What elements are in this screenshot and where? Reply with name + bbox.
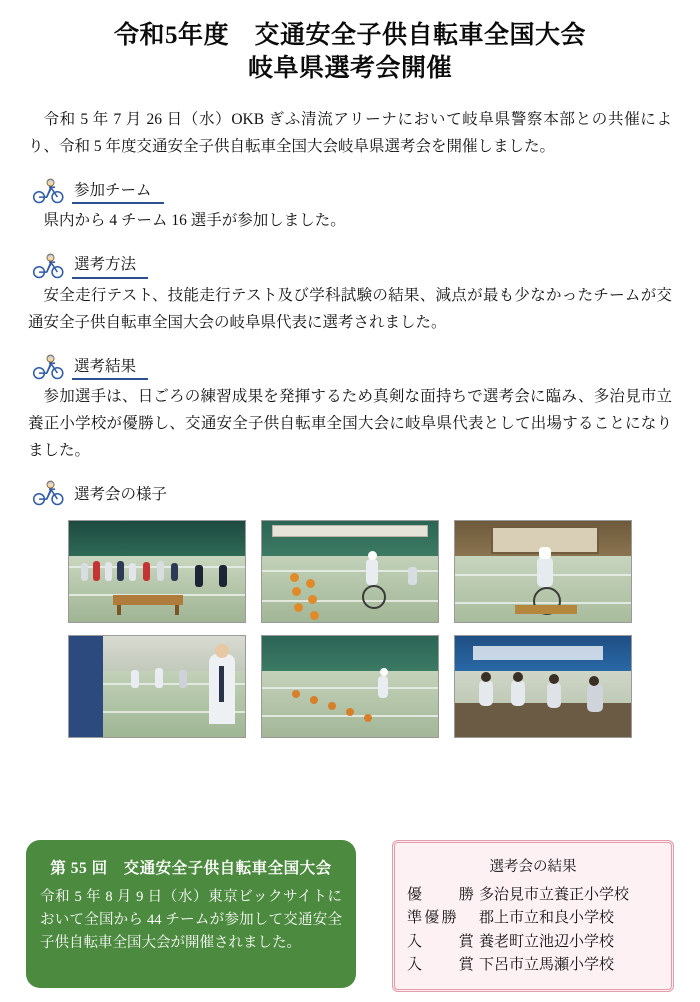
result-rank: 入 賞 [407,956,477,973]
section-label: 選考会の様子 [74,485,168,503]
bicycle-icon [32,480,66,506]
photo-4 [68,635,246,738]
bicycle-icon [32,178,66,204]
results-box [392,840,674,992]
photo-1 [68,520,246,623]
photo-2 [261,520,439,623]
result-rank: 入 賞 [407,933,477,950]
photo-5 [261,635,439,738]
page-title [26,20,674,85]
bicycle-icon [32,253,66,279]
national-tournament-box [26,840,356,988]
result-rank: 優 勝 [407,887,477,903]
section-heading-selection-result [32,354,674,380]
section-body-selection-method: 安全走行テスト、技能走行テスト及び学科試験の結果、減点が最も少なかったチームが交通安全子供自転車全国大会の岐阜県代表に選考されました。 [28,286,672,331]
national-tournament-title: 第 55 回 交通安全子供自転車全国大会 [50,860,332,877]
photo-grid [68,520,674,738]
bottom-boxes [26,840,674,992]
section-label: 選考方法 [72,256,148,279]
result-row [407,931,659,954]
section-heading-selection-method [32,253,674,279]
section-label: 選考結果 [72,358,148,381]
results-title: 選考会の結果 [489,859,577,875]
section-heading-participating-teams [32,178,674,204]
bicycle-icon [32,354,66,380]
result-school: 郡上市立和良小学校 [479,910,615,927]
result-school: 下呂市立馬瀬小学校 [479,956,615,973]
section-body-participating-teams: 県内から 4 チーム 16 選手が参加しました。 [43,212,346,230]
title-line-1: 令和5年度 交通安全子供自転車全国大会 [113,22,586,49]
result-row [407,884,659,907]
result-school: 養老町立池辺小学校 [479,933,615,950]
result-rank: 準優勝 [407,910,459,927]
result-school: 多治見市立養正小学校 [479,887,630,903]
photo-3 [454,520,632,623]
section-body-selection-result: 参加選手は、日ごろの練習成果を発揮するため真剣な面持ちで選考会に臨み、多治見市立養正小学校が優勝し、交通安全子供自転車全国大会に岐阜県代表として出場することになりました。 [28,388,672,459]
photo-6 [454,635,632,738]
national-tournament-body: 令和 5 年 8 月 9 日（水）東京ビックサイトにおいて全国から 44 チームが参加して交通安全子供自転車全国大会が開催されました。 [40,889,342,952]
intro-paragraph: 令和 5 年 7 月 26 日（水）OKB ぎふ清流アリーナにおいて岐阜県警察本部との共催により、令和 5 年度交通安全子供自転車全国大会岐阜県選考会を開催しました。 [28,111,672,155]
section-heading-photos [32,480,674,506]
result-row [407,954,659,977]
result-row [407,907,659,930]
title-line-2: 岐阜県選考会開催 [247,54,452,82]
section-label: 参加チーム [72,182,164,205]
